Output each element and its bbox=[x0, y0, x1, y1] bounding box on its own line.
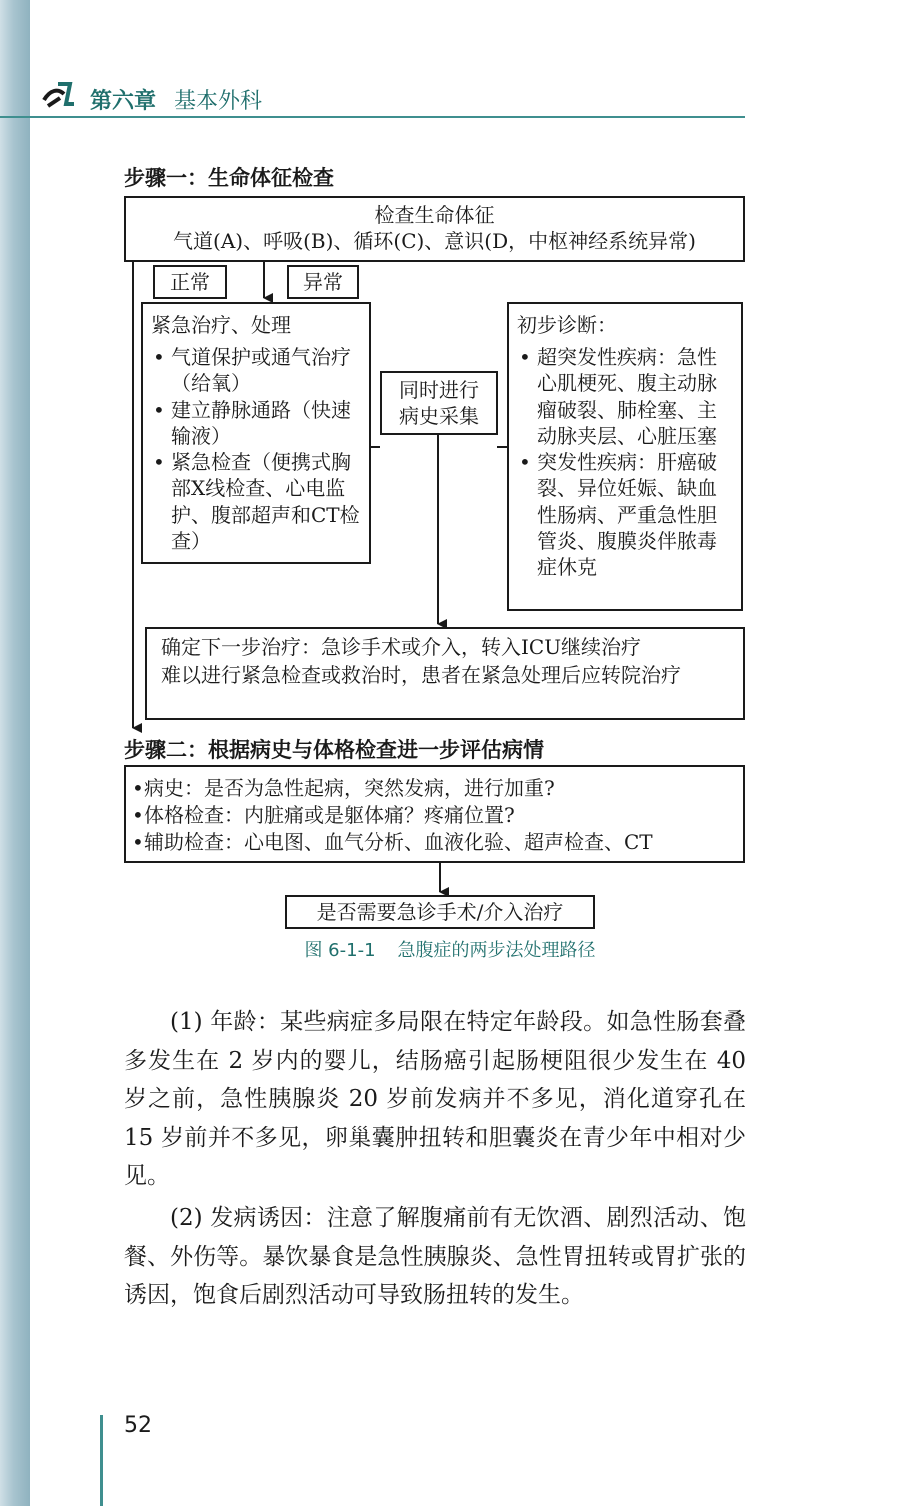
chapter-label: 第六章 bbox=[90, 89, 157, 114]
emergency-item: • 紧急检查（便携式胸部X线检查、心电监护、腹部超声和CT检查） bbox=[151, 449, 363, 554]
page-number: 52 bbox=[124, 1413, 152, 1438]
diagnosis-title: 初步诊断： bbox=[517, 313, 617, 337]
paragraph-trigger: (2) 发病诱因：注意了解腹痛前有无饮酒、剧烈活动、饱餐、外伤等。暴饮暴食是急性胰腺炎、急性胃扭转或胃扩张的诱因，饱食后剧烈活动可导致肠扭转的发生。 bbox=[124, 1205, 746, 1308]
emergency-item: • 气道保护或通气治疗（给氧） bbox=[151, 344, 363, 397]
diagnosis-box bbox=[507, 302, 743, 611]
emergency-box bbox=[141, 302, 371, 564]
evaluation-item: • 辅助检查：心电图、血气分析、血液化验、超声检查、CT bbox=[130, 829, 739, 856]
emergency-title: 紧急治疗、处理 bbox=[151, 313, 291, 337]
evaluation-box bbox=[124, 765, 745, 863]
diagnosis-item: • 超突发性疾病：急性心肌梗死、腹主动脉瘤破裂、肺栓塞、主动脉夹层、心脏压塞 bbox=[517, 344, 735, 449]
final-decision-box: 是否需要急诊手术/介入治疗 bbox=[285, 895, 595, 929]
step2-title: 步骤二：根据病史与体格检查进一步评估病情 bbox=[124, 737, 544, 762]
history-line1: 同时进行 bbox=[399, 378, 479, 402]
normal-label: 正常 bbox=[153, 265, 227, 299]
evaluation-item: • 病史：是否为急性起病，突然发病，进行加重? bbox=[130, 775, 739, 802]
vitals-box bbox=[124, 196, 745, 262]
diagnosis-item: • 突发性疾病：肝癌破裂、异位妊娠、缺血性肠病、严重急性胆管炎、腹膜炎伴脓毒症休克 bbox=[517, 449, 735, 580]
figure-caption bbox=[0, 936, 900, 962]
page-number-rule bbox=[100, 1415, 103, 1506]
next-line1: 确定下一步治疗：急诊手术或介入，转入ICU继续治疗 bbox=[161, 635, 642, 659]
next-treatment-box bbox=[145, 627, 745, 720]
history-line2: 病史采集 bbox=[399, 404, 479, 428]
vitals-line1: 检查生命体征 bbox=[374, 203, 495, 227]
paragraph-age: (1) 年龄：某些病症多局限在特定年龄段。如急性肠套叠多发生在 2 岁内的婴儿，结肠癌引起肠梗阻很少发生在 40 岁之前，急性胰腺炎 20 岁前发病并不多见，消化道穿孔在 15 岁前并不多见，卵巢囊肿扭转和胆囊炎在青少年中相对少见。 bbox=[124, 1009, 746, 1189]
evaluation-item: • 体格检查：内脏痛或是躯体痛？疼痛位置? bbox=[130, 802, 739, 829]
vitals-line2: 气道(A)、呼吸(B)、循环(C)、意识(D，中枢神经系统异常) bbox=[173, 229, 696, 253]
next-line2: 难以进行紧急检查或救治时，患者在紧急处理后应转院治疗 bbox=[161, 663, 681, 687]
emergency-item: • 建立静脉通路（快速输液） bbox=[151, 397, 363, 450]
history-box bbox=[380, 371, 498, 435]
figure-number: 图 6-1-1 bbox=[304, 940, 376, 961]
figure-title: 急腹症的两步法处理路径 bbox=[397, 940, 596, 961]
chapter-title: 基本外科 bbox=[174, 89, 263, 114]
step1-title: 步骤一：生命体征检查 bbox=[124, 165, 334, 190]
abnormal-label: 异常 bbox=[287, 265, 359, 299]
